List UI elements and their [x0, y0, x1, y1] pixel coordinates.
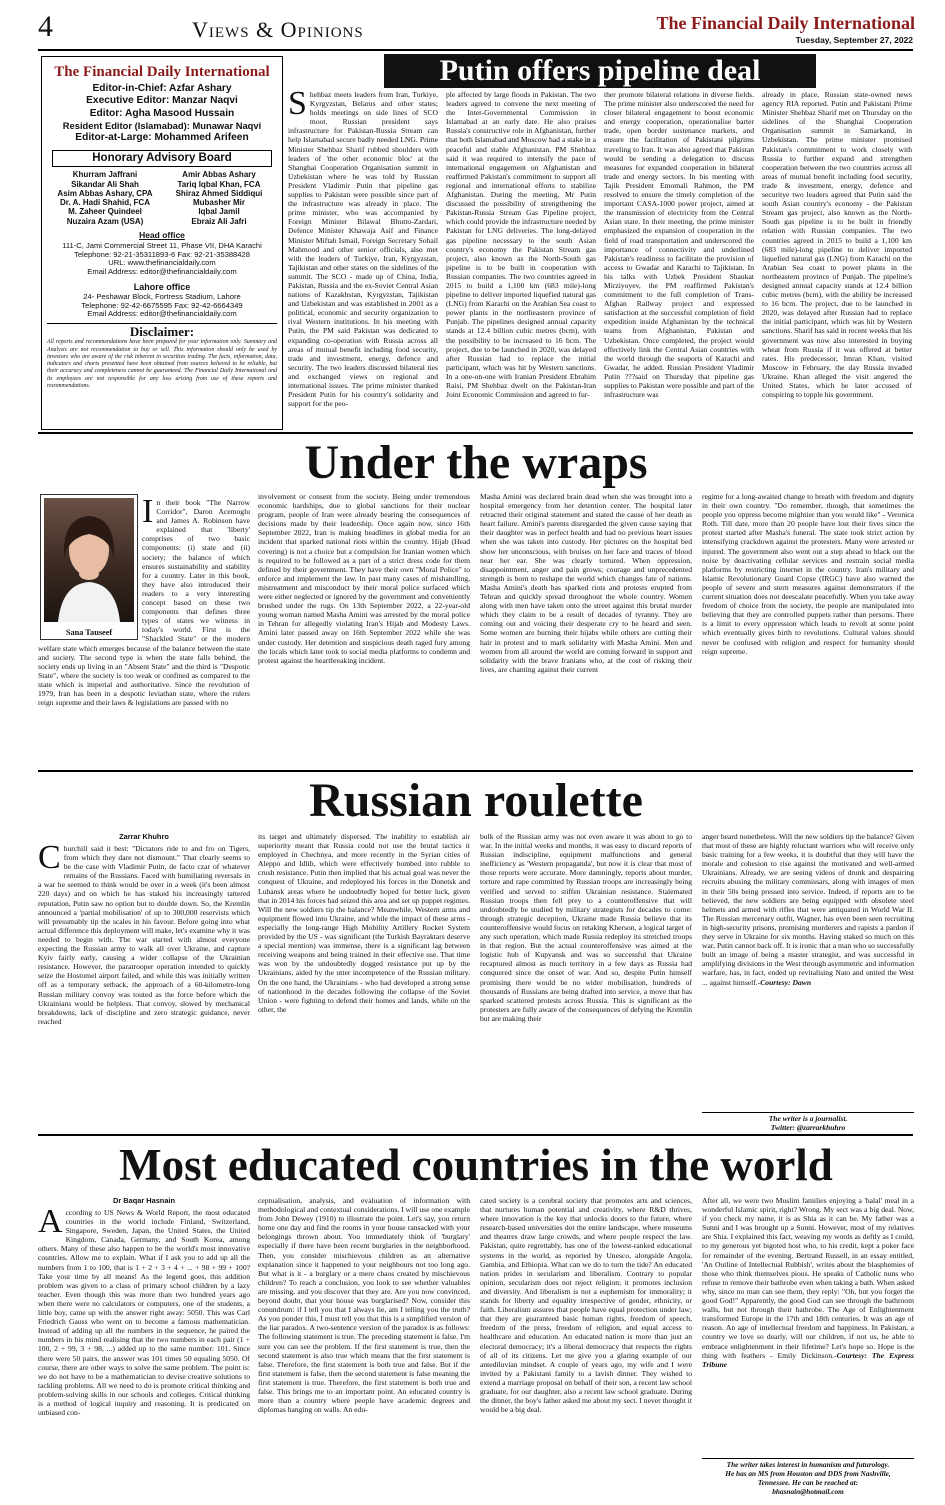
author-name: Sana Tauseef — [65, 628, 113, 637]
lahore-office-info — [42, 293, 282, 319]
phone-line: Telephone: 92-42-6675595 Fax: 92-42-6664349 — [81, 300, 243, 310]
advisor-name: Shiraz Ahmed Siddiqui — [175, 188, 263, 198]
writer-note: The writer takes interest in humanism and futurology. — [726, 1460, 890, 1469]
article-column — [38, 844, 250, 1132]
article-headline: Most educated countries in the world — [119, 1140, 833, 1190]
advisor-name: Asim Abbas Ashary, CPA — [57, 188, 153, 198]
column-text: ther promote bilateral relations in diverse fields. The prime minister also underscored the need for closer bilateral engagement to boost economic and energy cooperation, operationalise barter trade, open border sustenance markets, and ensure the facilitation of Pakistani pilgrims traveling to Iran. It was also agreed that Pakistan would be sending a delegation to discuss measures for expanded cooperation in bilateral trade and energy sectors. In his meeting with Tajik President Emomali Rahmon, the PM resolved to ensure the timely completion of the important CASA-1000 power project, aimed at the transmission of electricity from the Central Asian state. In their meeting, the prime minister emphasized the expansion of cooperation in the field of road transportation and underscored the importance of connectivity and underlined Pakistan's readiness to facilitate the provision of access to Gwadar and Karachi to Tajikistan. In his talks with Uzbek President Shaukat Mirziyoyev, the PM reaffirmed Pakistan's commitment to the full completion of Trans-Afghan Railway project and expressed satisfaction at the successful completion of field expedition inside Afghanistan by the technical teams from Afghanistan, Pakistan and Uzbekistan. Once completed, the project would effectively link the Central Asian countries with the world through the seaports of Karachi and Gwadar, he added. Russian President Vladimir Putin ???said on Thursday that pipeline gas supplies to Pakistan were possible and part of the infrastructure was — [604, 90, 754, 400]
editors-list — [42, 83, 282, 144]
advisor-name: Khurram Jaffrani — [72, 170, 138, 180]
article-byline: Dr Baqar Hasnain — [112, 1196, 176, 1205]
article-putin-pipeline — [288, 54, 914, 430]
editor-line: Executive Editor: Manzar Naqvi — [86, 95, 238, 107]
editor-line: Editor: Agha Masood Hussain — [89, 107, 235, 119]
dropcap: C — [38, 844, 61, 876]
editor-line: Editor-in-Chief: Azfar Ashary — [92, 83, 232, 94]
writer-note-box — [702, 1458, 914, 1498]
column-text: hurchill said it best: "Dictators ride to and fro on Tigers, from which they dare not dismount." That clearly seems to be the case with Vladimir Putin, de facto czar of whatever remains of the Russians. Faced with humiliating reversals in a war he seemed to think would be over in a week (it's been almost 220 days) and on which he has staked his increasingly tattered reputation, Putin saw no option but to double down. So, the Kremlin announced a 'partial mobilisation' of up to 300,000 reservists which will presumably tip the scales in his favour. Before going into what actual difference this deployment will make, let's examine why it was needed to begin with. The war started with almost everyone expecting the Russian army to walk all over Ukraine, and capture Kyiv fairly early, causing a wider collapse of the Ukrainian resistance. However, the paratrooper operation intended to quickly seize the Hostomel airport failed, and while this was initially written off as a temporary setback, the approach of a 60-kilometre-long Russian military convoy was touted as the force before which the Ukrainians would be helpless. That convoy, slowed by mechanical breakdowns, lack of discipline and zero strategic guidance, never reached — [38, 844, 250, 1026]
address-line: 111-C, Jami Commercial Street 11, Phase VII, DHA Karachi — [62, 240, 262, 250]
url-line: URL: www.thefinancialdaily.com — [108, 258, 216, 268]
article-byline: Zarrar Khuhro — [119, 832, 169, 841]
dropcap: A — [38, 1208, 63, 1240]
column-text: ceptualisation, analysis, and evaluation of information with methodological and contextual considerations. I will use one example from John Dewey (1910) to illustrate the point. Let's say, you return home one day and find the rooms in your house ransacked with your belongings thrown about. You immediately think of 'burglary' especially if there have been recent burglaries in the neighborhood. Then, you consider mischievous children as an alternative explanation since it happened to your neighbours not too long ago. But what is it - a burglary or a mere chaos created by mischievous children? To reach a conclusion, you look to see whether valuables are missing, and you discover that they are. Are you now convinced, beyond doubt, that your house was burglarised? Now, consider this conundrum: if I tell you that I always lie, am I telling you the truth? As you ponder this, I must tell you that this is a simplified version of the liar paradox. A two-sentence version of the paradox is as follows: The following statement is true. The preceding statement is false. I'm sure you can see the problem. If the first statement is true, then the second statement is also true which means that the first statement is false. Therefore, the first statement is both true and false. But if the first statement is false, then the second statement is false meaning the first statement is true. Therefore, the first statement is both true and false. This brings me to an important point. An educated country is more than a country where people have academic degrees and diplomas hanging on walls. An edu- — [258, 1196, 470, 1415]
article-column — [288, 90, 438, 428]
article-column — [702, 492, 914, 766]
article-column — [762, 90, 912, 428]
header-rule — [38, 49, 913, 51]
paper-name-header: The Financial Daily International — [656, 13, 915, 33]
advisor-name: Mubasher Mir — [192, 198, 245, 208]
writer-note: He has an MS from Houston and DDS from Nashville, — [725, 1469, 891, 1478]
column-text: already in place, Russian state-owned news agency RIA reported. Putin and Pakistani Prime Minister Shehbaz Sharif met on Thursday on the sidelines of the Shanghai Cooperation Organisation summit in Samarkand, in Uzbekistan. The prime minister promised Pakistan's commitment to work closely with Russia to further expand and strengthen cooperation between the two countries across all areas of mutual benefit including food security, trade & investment, energy, defence and securitye two leaders agreed that Putin said the south Asian country's economy - the Pakistan Stream gas project, also known as the North-South gas pipeline is to be built in friendly relation with Russian companies. The two countries agreed in 2015 to build a 1,100 km (683 mile)-long pipeline to deliver imported liquefied natural gas (LNG) from Karachi on the Arabian Sea coast to power plants in the northeastern province of Punjab. The pipeline's designed annual capacity stands at 12.4 billion cubic metres (bcm), with the ability be increased to 16 bcm. The project, due to be launched in 2020, was delayed after Russian had to replace the initial participant, which was hit by Western sanctions. Sharif has said in recent weeks that his government was now also interested in buying wheat from Russia if it was offered at better rates. His predecessor, Imran Khan, visited Moscow in February, the day Russia invaded Ukraine. Khan alleged the visit angered the United States, which he later accused of conspiring to topple his government. — [762, 90, 912, 400]
column-text: n their book "The Narrow Corridor", Daron Acemoglu and James A. Robinson have explained that 'liberty' comprises of two basic components: (i) state and (ii) society; the balance of which ensures sustainability and stability for a country. Later in this book, they have also introduced their readers to a very interesting concept based on these two components that defines three types of states we witness in today's world. First is the "Shackled State" or the modern welfare state which emerges because of the balance between the state and society. The second type is when the state falls behind, the society ends up living in an "Absent State" and the third is "Despotic State", where the society is too weak or confined as compared to the state which is imperial and authoritative. Since the revolution of 1979, Iran has been in a despotic leviathan state, where the rulers reign supreme and their laws & legislations are passed with no — [38, 498, 250, 708]
dropcap: I — [142, 498, 154, 530]
column-text: ccording to US News & World Report, the most educated countries in the world include Finland, Switzerland, Singapore, Sweden, Japan, the United States, the United Kingdom, Canada, Germany, and South Korea, among others. Many of these also happen to be the world's most innovative countries. Allow me to explain. What if I ask you to add up all the numbers from 1 to 100, that is 1 + 2 + 3 + 4 + ... + 98 + 99 + 100? Take your time by all means! As the legend goes, this addition problem was given to a class of primary school children by a lazy teacher. Even though this was more than two hundred years ago when there were no calculators or computers, one of the students, a little boy, came up with the answer right away: 5050. This was Carl Friedrich Gauss who went on to become a famous mathematician. Instead of adding up all the numbers in the sequence, he paired the numbers in his mind realising that the two numbers in each pair (1 + 100, 2 + 99, 3 + 98, ...) added up to the same number: 101. Since there were 50 pairs, the answer was 101 times 50 equaling 5050. Of course, there are other ways to solve the same problem. The point is: we do not have to be a mathematician to devise creative solutions to tackling problems. All we need to do is promote critical thinking and problem-solving skills in our schools and colleges. Critical thinking is a method of logical inquiry and reasoning. It is predicated on unbiased con- — [38, 1208, 250, 1418]
courtesy-line: Courtesy: The Express Tribune — [702, 1350, 914, 1369]
column-text: bulk of the Russian army was not even aware it was about to go to war. In the initial weeks and months, it was easy to discard reports of Russian indiscipline, equipment malfunctions and general inefficiency as 'Western propaganda', but now it is clear that most of those reports were accurate. More damningly, reports about murder, torture and rape committed by Russian troops are increasingly being verified and served to stiffen Ukrainian resistance. Stalemated Russian troops then fell prey to a counteroffensive that will undoubtedly be studied by military strategists for decades to come: through strategic deception, Ukraine made Russia believe that its counteroffensive would focus on retaking Kherson, a logical target of any such operation, which made Russia redeploy its stretched troops in that region. But the actual counteroffensive was aimed at the logistic hub of Kupyansk and was so successful that Ukraine recaptured almost as much territory in a few days as Russia had conquered since the onset of war. And so, despite Putin himself promising there would be no wider mobilisation, hundreds of thousands of Russians are being drafted into service, a move that has sparked scattered protests across Russia. This is significant as the protesters are fully aware of the consequences of defying the Kremlin but are making their — [480, 832, 692, 1023]
disclaimer-text: All reports and recommendations have been prepared for your information only. Summary and Analysis are not recommendation to buy or sell. This information should only be used by investors who are aware of the risk inherent in securities trading. The facts, information, data, indicators and charts presented have been obtained from sources believed to be reliable, but their accuracy and completeness cannot be guaranteed. The Financial Daily International and its employees are not responsible for any loss arising from use of these reports and recommendations. — [47, 339, 277, 390]
address-line: 24- Peshawar Block, Fortress Stadium, Lahore — [83, 291, 241, 301]
advisor-name: Dr. A. Hadi Shahid, FCA — [60, 198, 150, 208]
column-text: hehbaz meets leaders from Iran, Turkiye, Kyrgyzstan, Belarus and other states; holds meetings on side lines of SCO moot. Russian president says infrastructure for Pakistan-Russia Stream can help Islamabad secure badly needed LNG. Prime Minister Shehbaz Sharif rubbed shoulders with leaders of 'the other economic bloc' at the Shanghai Cooperation Organisation summit in Uzbekistan where he was told by Russian President Vladimir Putin that pipeline gas supplies to Pakistan were possible since part of the infrastructure was already in place. The prime minister, who was accompanied by Foreign Minister Bilawal Bhutto-Zardari, Defence Minister Khawaja Asif and Finance Minister Miftah Ismail, Foreign Secretary Sohail Mahmood and other senior officials, also met with the leaders of Turkiye, Iran, Kyrgyzstan, Tajikistan and other states on the sidelines of the summit. The SCO - made up of China, India, Pakistan, Russia and the ex-Soviet Central Asian nations of Kazakhstan, Kyrgyzstan, Tajikistan and Uzbekistan and was established in 2001 as a political, economic and security organization to rival Western institutions. In his meeting with Putin, the PM said Pakistan was dedicated to expanding co-operation with Russia across all areas of mutual benefit including food security, trade and investment, energy, defence and security. The two leaders discussed bilateral ties and exchanged views on regional and international issues. The prime minister thanked President Putin for his country's solidarity and support for the peo- — [288, 90, 438, 409]
article-column — [702, 1196, 914, 1454]
article-most-educated — [38, 1136, 914, 1500]
issue-date: Tuesday, September 27, 2022 — [795, 35, 913, 45]
editor-line: Resident Editor (Islamabad): Munawar Naqvi — [62, 119, 262, 131]
article-column — [604, 90, 754, 428]
advisor-name: Ebraiz Ali Jafri — [191, 216, 247, 226]
masthead-box — [41, 56, 283, 430]
writer-twitter: Twitter: @zarrarkhuhro — [770, 1123, 846, 1132]
article-headline — [384, 54, 816, 88]
column-text: its target and ultimately dispersed. The inability to establish air superiority meant that Russia could not use the brutal tactics it employed in Chechnya, and more recently in the Syrian cities of Aleppo and Idlib, which were effectively bombed into rubble to crush resistance. Putin then implied that his actual goal was never the conquest of Ukraine, and redeployed his forces in the Donetsk and Luhansk areas where he undoubtedly hoped for better luck, given that in 2014 his forces had seized this area and set up puppet regimes. Will the new soldiers tip the balance? Meanwhile, Western arms and equipment flowed into Ukraine, and while the impact of these arms - especially the long-range High Mobility Artillery Rocket System provided by the US - was significant (the Turkish Bayraktars deserve a special mention) was immense, there is a significant lag between receiving weapons and being trained in their effective use. That time was won by the undoubtedly dogged resistance put up by the Ukrainians, aided by the utter incompetence of the Russian military. On the one hand, the Ukrainians - who had developed a strong sense of nationhood in the decades following the collapse of the Soviet Union - were fighting to defend their homes and lands, while on the other, the — [258, 832, 470, 1014]
email-line: Email Address: editor@thefinancialdaily.com — [87, 267, 237, 277]
writer-note: Tennessee. He can be reached at: — [757, 1478, 859, 1487]
advisor-name: Tariq Iqbal Khan, FCA — [177, 179, 261, 189]
advisor-name: Amir Abbas Ashary — [182, 170, 256, 180]
column-text: anger heard nonetheless. Will the new soldiers tip the balance? Given that most of these are highly reluctant warriors who will receive only basic training for a few weeks, it is doubtful that they will have the morale and cohesion to rise against the motivated and well-armed Ukrainians. Already, we are seeing videos of drunk and despairing recruits abusing the military commissars, along with images of men in their 50s being pressed into service. Indeed, if reports are to be believed, the new soldiers are being equipped with obsolete steel helmets and armed with rifles that were antiquated in World War II. The Russian mercenary outfit, Wagner, has even been seen recruiting in high-security prisons, promising murderers and rapists a pardon if they serve in Ukraine for six months. Having staked so much on this war, Putin cannot back off. It is ironic that a man who so successfully built an image of being a master strategist, and was successful in amplifying divisions in the West through asymmetric and information warfare, has, in fact, ended up revitalising Nato and united the West ... against himself.- — [702, 832, 914, 987]
article-headline: Russian roulette — [309, 774, 643, 827]
writer-note-box — [702, 1112, 914, 1132]
column-text: involvement or consent from the society. Being under tremendous economic hardships, due to global sanctions for their nuclear program, people of Iran were already bearing the consequences of decisions made by their leadership. Once again now, since 16th September 2022, Iran is making headlines in global media for an incident that sparked national riots within the country. Hijab (Head covering) is not a choice but a compulsion for Iranian women which is required to be followed as a part of a strict dress code for them defined by their government. They have their own "Moral Police" to enforce and implement the law. In past many cases of mishandling, mistreatment and misconduct by their moral police surfaced which were either neglected or ignored by the government and conveniently brushed under the rugs. On 13th September 2022, a 22-year-old young woman named Masha Amini was arrested by the moral police in Tehran for allegedly violating Iran's Hijab and Modesty Laws. Amini later passed away on 16th September 2022 while she was under custody. Her detention and suspicious death raged fury among the locals which later took to social media platforms to condemn and protest against the heartbreaking incident. — [258, 492, 470, 665]
column-text: cated society is a cerebral society that promotes arts and sciences, that nurtures human potential and creativity, where R&D thrives, where innovation is the key that unlocks doors to the future, where research-based universities dot the entire landscape, where museums and theatres draw large crowds, and where people respect the law. Pakistan, quite regrettably, has one of the lowest-ranked educational systems in the world, as reported by Unesco, alongside Angola, Gambia, and Ethiopia. What can we do to turn the tide? An educated nation prides in secularism and liberalism. Contrary to popular opinion, secularism does not reject religion; it promotes inclusion and diversity. And liberalism is not a euphemism for immorality; it stands for liberty and equality irrespective of gender, ethnicity, or faith. Liberalism assures that people have equal protection under law; that they are guaranteed basic human rights, freedom of speech, freedom of the press, freedom of religion, and equal access to healthcare and education. An educated nation is more than just an electoral democracy; it's a liberal democracy that respects the rights of all of its citizens. Let me give you a glaring example of our antediluvian mindset. A couple of years ago, my wife and I were invited by a Pakistani family to a lavish dinner. They wished to extend a marriage proposal on behalf of their son, a recent law school graduate, for our daughter, also a recent law school graduate. During the dinner, the boy's father asked me about my sect. I never thought it would be a big deal. — [480, 1196, 692, 1415]
advisory-left — [48, 170, 162, 225]
writer-note: The writer is a journalist. — [768, 1114, 848, 1123]
writer-email: bhasnain@hotmail.com — [772, 1487, 844, 1496]
advisory-title: Honorary Advisory Board — [52, 150, 272, 167]
lahore-office-title: Lahore office — [133, 281, 191, 292]
advisory-right — [162, 170, 276, 225]
article-column — [480, 832, 692, 1132]
article-column — [258, 1196, 470, 1500]
article-column — [480, 1196, 692, 1500]
section-title: Views & Opinions — [192, 17, 364, 42]
article-column — [446, 90, 596, 428]
email-line: Email Address: editor@thefinancialdaily.com — [87, 309, 237, 319]
advisor-name: Sikandar Ali Shah — [71, 179, 139, 189]
column-text: regime for a long-awaited change to breath with freedom and dignity in their own country. "Do remember, though, that sometimes the people you oppress become mightier than you would like" - Veronica Roth. Till date, more than 20 people have lost their lives since the protest started after Masha's funeral. The state took strict action by intensifying crackdown against the protesters. Many were arrested or injured. The government also went out a step ahead to black out the noise by deactivating cellular services and restrain social media platforms by restricting internet in the country. Iran's military and Islamic Revolutionary Guard Copse (IRGC) have also warned the people of severe and stern measures against demonstrators if the current situation does not deescalate peacefully. When you take away freedom of choice from the society, the people are manipulated into believing that they are controlled puppets rather than persons. There is a limit to every oppression which leads to revolt at some point which eventually gives birth to revolutions. Cultural values should never be confused with religion and respect for humanity should reign supreme. — [702, 492, 914, 656]
advisor-name: Iqbal Jamil — [198, 207, 240, 217]
page-header — [0, 0, 945, 50]
article-column — [38, 498, 250, 766]
headline-text: Putin offers pipeline deal — [439, 54, 761, 87]
head-office-info — [42, 242, 282, 277]
editor-line: Editor-at-Large: Mohammed Arifeen — [75, 132, 249, 144]
photo-wrap-spacer — [38, 498, 142, 640]
column-text: Masha Amini was declared brain dead when she was brought into a hospital emergency from her detention center. The hospital later retracted their original statement and stated the cause of her death as heart failure. Amini's parents disregarded the given cause saying that their daughter was in perfect health and had no previous heart issues when she was taken into custody. Her pictures on the hospital bed show her unconscious, with bruises on her face and traces of blood near her ear. She was clearly tortured. When oppression, disappointment, anger and pain grows; courage and unprecedented strength is born to reshape the world which changes fate of nations. Masha Amini's death has sparked riots and protests erupted from Tehran and quickly spread throughout the whole country. Women along with men have taken onto the street against this brutal murder which they claim to be a result of decades of tyranny. They are coming out and voicing their desperate cry to be heard and seen. Some women are burning their hijabs while others are cutting their hair in protest and to mark solidarity with Masha Amini. Men and women from all around the world are coming forward in support and solidarity with the brave Iranians who, at the cost of risking their lives, are chanting against their current — [480, 492, 692, 674]
article-column — [480, 492, 692, 766]
advisor-name: Nuzaira Azam (USA) — [66, 216, 144, 226]
article-column — [38, 1208, 250, 1500]
phone-line: Telephone: 92-21-35311893-6 Fax: 92-21-35388428 — [74, 249, 250, 259]
advisory-board — [48, 170, 276, 225]
courtesy-line: Courtesy: Dawn — [760, 977, 812, 987]
head-office-title: Head office — [139, 229, 185, 240]
column-text: ple affected by large floods in Pakistan. The two leaders agreed to convene the next meeting of the Inter-Governmental Commission in Islamabad at an early date. He also praises Russia's constructive role in Afghanistan, further that both Islamabad and Moscow had a stake in a peaceful and stable Afghanistan. PM Shehbaz said it was required to intensify the pace of international engagement on Afghanistan and reaffirmed Pakistan's commitment to support all regional and international efforts to stabilize Afghanistan. During the meeting, Mr Putin discussed the possibility of strengthening the Pakistan-Russia Stream Gas Pipeline project, which could provide the infrastructure needed by Pakistan for LNG deliveries. The long-delayed gas pipeline necessary to the south Asian country's economy the Pakistan Stream gas project, also known as the North-South gas pipeline is to be built in cooperation with Russian companies. The two countries agreed in 2015 to build a 1,100 km (683 mile)-long pipeline to deliver imported liquefied natural gas (LNG) from Karachi on the Arabian Sea coast to power plants in the northeastern province of Punjab. The pipelines designed annual capacity stands at 12.4 billion cubic metres (bcm), with the possibility to be increased to 16 bcm. The project, due to be launched in 2020, was delayed after Russian had to replace the initial participant, which was hit by Western sanctions. In a one-on-one with Iranian President Ebrahim Raisi, PM Shehbaz dwelt on the Pakistan-Iran Joint Economic Commission and agreed to fur- — [446, 90, 596, 400]
dropcap: S — [288, 90, 307, 122]
advisor-name: M. Zaheer Quindeel — [68, 207, 142, 217]
article-russian-roulette — [38, 772, 914, 1132]
column-text: After all, we were two Muslim families enjoying a 'halal' meal in a wonderful Islamic spirit, right? Wrong. My sect was a big deal. Now, if you check my name, it is as Shia as it can be. My father was a Sunni and I was brought up a Sunni. However, most of my relatives are Shia. I explained this fact, weaving my words as deftly as I could, to my generous yet bigoted host who, to his credit, kept a poker face for remainder of the evening. Bertrand Russell, in an essay entitled, 'An Outline of Intellectual Rubbish', writes about the blasphemies of those who think themselves pious. He speaks of Catholic nuns who refuse to remove their bathrobe even when taking a bath. When asked why, since no man can see them, they reply: "Oh, but you forget the good God!" Apparently, the good God can see through the bathroom walls, but not through their bathrobe. The Age of Enlightenment transformed Europe in the 17th and 18th centuries. It was an age of reason. An age of intellectual freedom and happiness. In Pakistan, a country we love so dearly, will our children, if not us, be able to embrace enlightenment in their lifetime? Let's hope so. Hope is the thing with feathers - Emily Dickinson.- — [702, 1196, 914, 1360]
article-under-the-wraps — [38, 434, 914, 768]
article-column — [258, 832, 470, 1132]
disclaimer-title: Disclaimer: — [129, 324, 195, 340]
masthead-paper-name: The Financial Daily International — [54, 64, 270, 80]
article-column — [258, 492, 470, 766]
article-headline: Under the wraps — [304, 436, 648, 489]
page-number: 4 — [38, 10, 53, 43]
article-column — [702, 832, 914, 1094]
disclaimer-box — [47, 323, 277, 390]
